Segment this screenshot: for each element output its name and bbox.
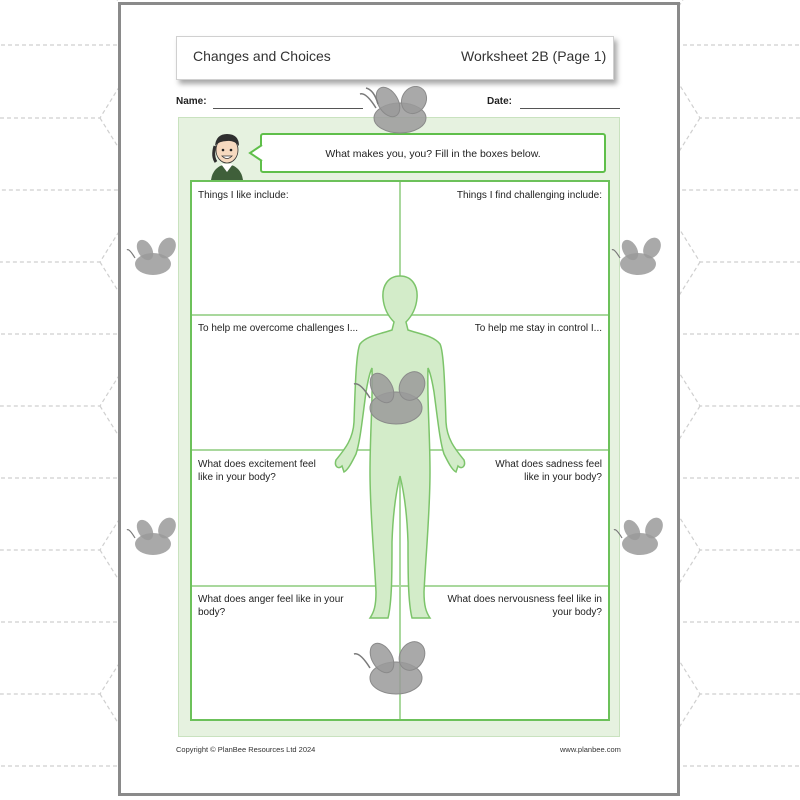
copyright-text: Copyright © PlanBee Resources Ltd 2024 <box>176 745 316 754</box>
bee-watermark-icon <box>352 640 436 702</box>
cell-label-anger: What does anger feel like in your body? <box>198 594 344 618</box>
bee-watermark-icon <box>612 516 668 560</box>
bee-watermark-icon <box>125 516 181 560</box>
cell-label-excitement: What does excitement feel like in your body? <box>198 459 316 483</box>
name-label: Name: <box>176 96 207 107</box>
bee-watermark-icon <box>356 86 440 138</box>
website-text: www.planbee.com <box>560 745 621 754</box>
worksheet-title: Changes and Choices <box>193 48 331 64</box>
child-avatar-icon <box>203 128 251 180</box>
bee-watermark-icon <box>352 370 436 432</box>
bee-watermark-icon <box>125 236 181 280</box>
cell-label-sadness: What does sadness feel like in your body? <box>495 459 602 483</box>
cell-label-control: To help me stay in control I... <box>474 323 602 334</box>
cell-label-challenges: Things I find challenging include: <box>456 190 602 201</box>
worksheet-number: Worksheet 2B (Page 1) <box>461 48 607 64</box>
cell-label-overcome: To help me overcome challenges I... <box>198 323 359 334</box>
date-label: Date: <box>487 96 513 107</box>
date-field[interactable] <box>520 108 620 109</box>
prompt-text: What makes you, you? Fill in the boxes below. <box>325 148 541 160</box>
cell-label-nervousness: What does nervousness feel like in your body? <box>447 594 602 618</box>
name-field[interactable] <box>213 108 363 109</box>
bee-watermark-icon <box>610 236 666 280</box>
cell-label-likes: Things I like include: <box>198 190 289 201</box>
